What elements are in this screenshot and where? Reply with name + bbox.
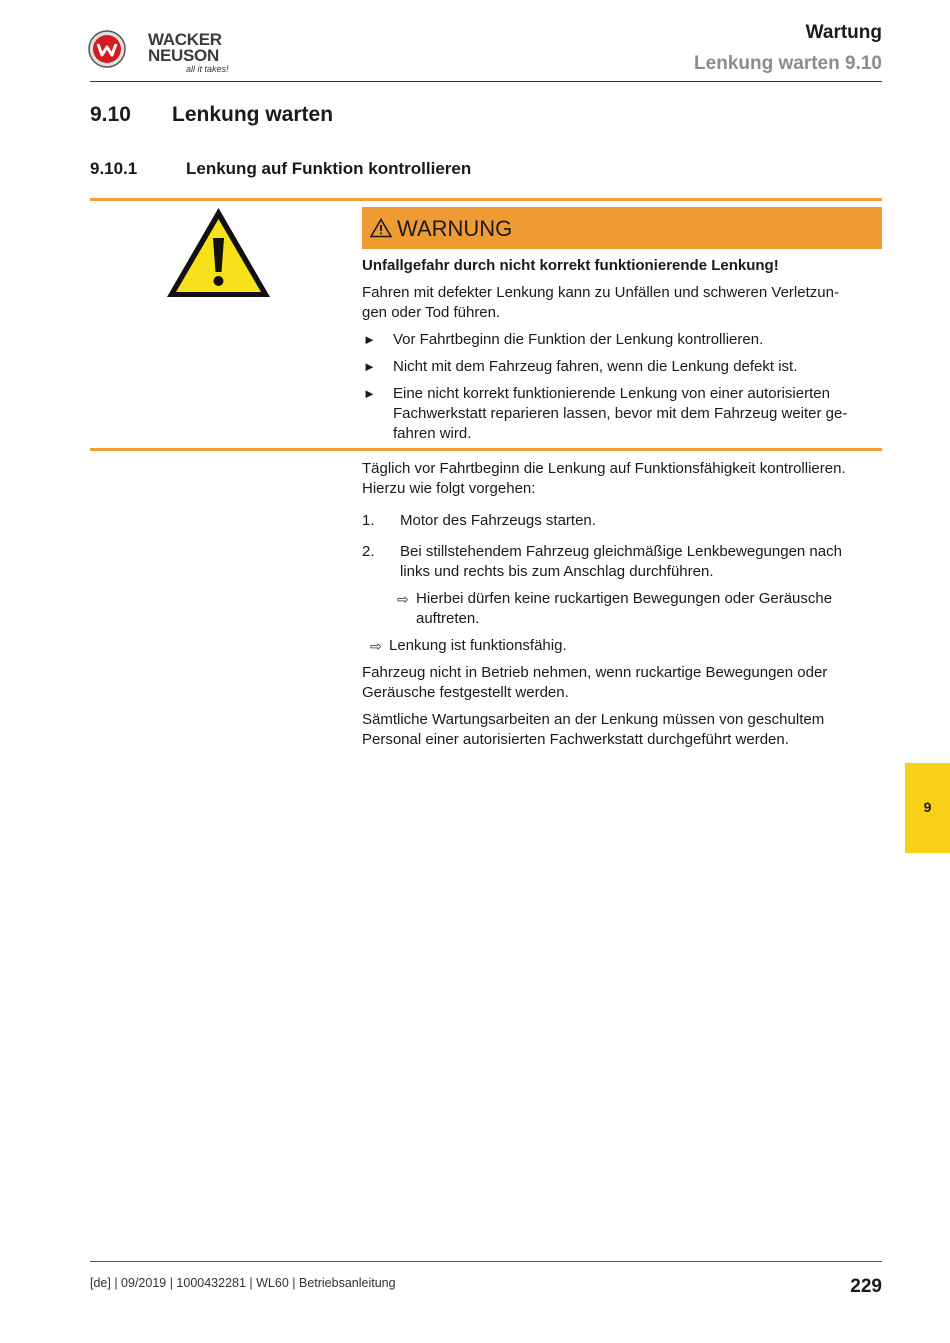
bullet-arrow-icon: ► bbox=[363, 359, 376, 374]
warning-bottom-rule bbox=[90, 448, 882, 451]
heading2-number: 9.10.1 bbox=[90, 159, 138, 178]
result-arrow-icon: ⇨ bbox=[370, 638, 382, 654]
warning-banner bbox=[362, 207, 882, 249]
brand-name bbox=[148, 32, 222, 64]
warning-bullet: Eine nicht korrekt funktionierende Lenkung von einer autorisierten bbox=[393, 385, 830, 402]
heading1-title: Lenkung warten bbox=[172, 103, 334, 126]
result-arrow-icon: ⇨ bbox=[397, 591, 409, 607]
footer-text: [de] | 09/2019 | 1000432281 | WL60 | Betriebsanleitung bbox=[90, 1276, 396, 1290]
footer-divider bbox=[90, 1261, 882, 1262]
bullet-arrow-icon: ► bbox=[363, 332, 376, 347]
step-number: 1. bbox=[362, 512, 375, 529]
brand-tagline: all it takes! bbox=[186, 64, 229, 74]
step-text: Bei stillstehendem Fahrzeug gleichmäßige Lenkbewegungen nach bbox=[400, 543, 842, 560]
intro-line: Täglich vor Fahrtbeginn die Lenkung auf Funktionsfähigkeit kontrollieren. bbox=[362, 460, 846, 477]
warning-headline: Unfallgefahr durch nicht korrekt funktionierende Lenkung! bbox=[362, 257, 779, 274]
warning-bullet: Vor Fahrtbeginn die Funktion der Lenkung kontrollieren. bbox=[393, 331, 764, 348]
heading1-number: 9.10 bbox=[90, 103, 131, 126]
note-line: Geräusche festgestellt werden. bbox=[362, 684, 569, 701]
step-text: Motor des Fahrzeugs starten. bbox=[400, 512, 596, 529]
chapter-tab-number: 9 bbox=[923, 799, 932, 815]
warning-top-rule bbox=[90, 198, 882, 201]
header-divider bbox=[90, 81, 882, 82]
chapter-tab bbox=[905, 763, 950, 853]
brand-line-2: NEUSON bbox=[148, 46, 219, 65]
warning-bullet-cont: Fachwerkstatt reparieren lassen, bevor mit dem Fahrzeug weiter ge- bbox=[393, 405, 848, 422]
page-number: 229 bbox=[850, 1276, 882, 1297]
step-result-cont: auftreten. bbox=[416, 610, 480, 627]
logo-emblem-icon bbox=[88, 30, 126, 68]
step-result: Hierbei dürfen keine ruckartigen Bewegungen oder Geräusche bbox=[416, 590, 833, 607]
bullet-arrow-icon: ► bbox=[363, 386, 376, 401]
warning-body-line: gen oder Tod führen. bbox=[362, 304, 501, 321]
warning-bullet-cont: fahren wird. bbox=[393, 425, 472, 442]
warning-body-line: Fahren mit defekter Lenkung kann zu Unfällen und schweren Verletzun- bbox=[362, 284, 839, 301]
step-text-cont: links und rechts bis zum Anschlag durchführen. bbox=[400, 563, 714, 580]
header-section-title: Wartung bbox=[805, 22, 882, 43]
warning-small-icon bbox=[370, 218, 392, 238]
warning-label: WARNUNG bbox=[397, 216, 513, 241]
heading2-title: Lenkung auf Funktion kontrollieren bbox=[186, 159, 472, 178]
brand-logo bbox=[88, 28, 248, 80]
final-result: Lenkung ist funktionsfähig. bbox=[389, 637, 567, 654]
intro-line: Hierzu wie folgt vorgehen: bbox=[362, 480, 536, 497]
warning-bullet: Nicht mit dem Fahrzeug fahren, wenn die Lenkung defekt ist. bbox=[393, 358, 798, 375]
step-number: 2. bbox=[362, 543, 375, 560]
header-chapter-title: Lenkung warten 9.10 bbox=[694, 53, 882, 74]
note-line: Fahrzeug nicht in Betrieb nehmen, wenn ruckartige Bewegungen oder bbox=[362, 664, 828, 681]
note-line: Personal einer autorisierten Fachwerkstatt durchgeführt werden. bbox=[362, 731, 789, 748]
warning-triangle-icon bbox=[165, 206, 272, 300]
brand-line-1: WACKER bbox=[148, 30, 222, 49]
note-line: Sämtliche Wartungsarbeiten an der Lenkung müssen von geschultem bbox=[362, 711, 825, 728]
